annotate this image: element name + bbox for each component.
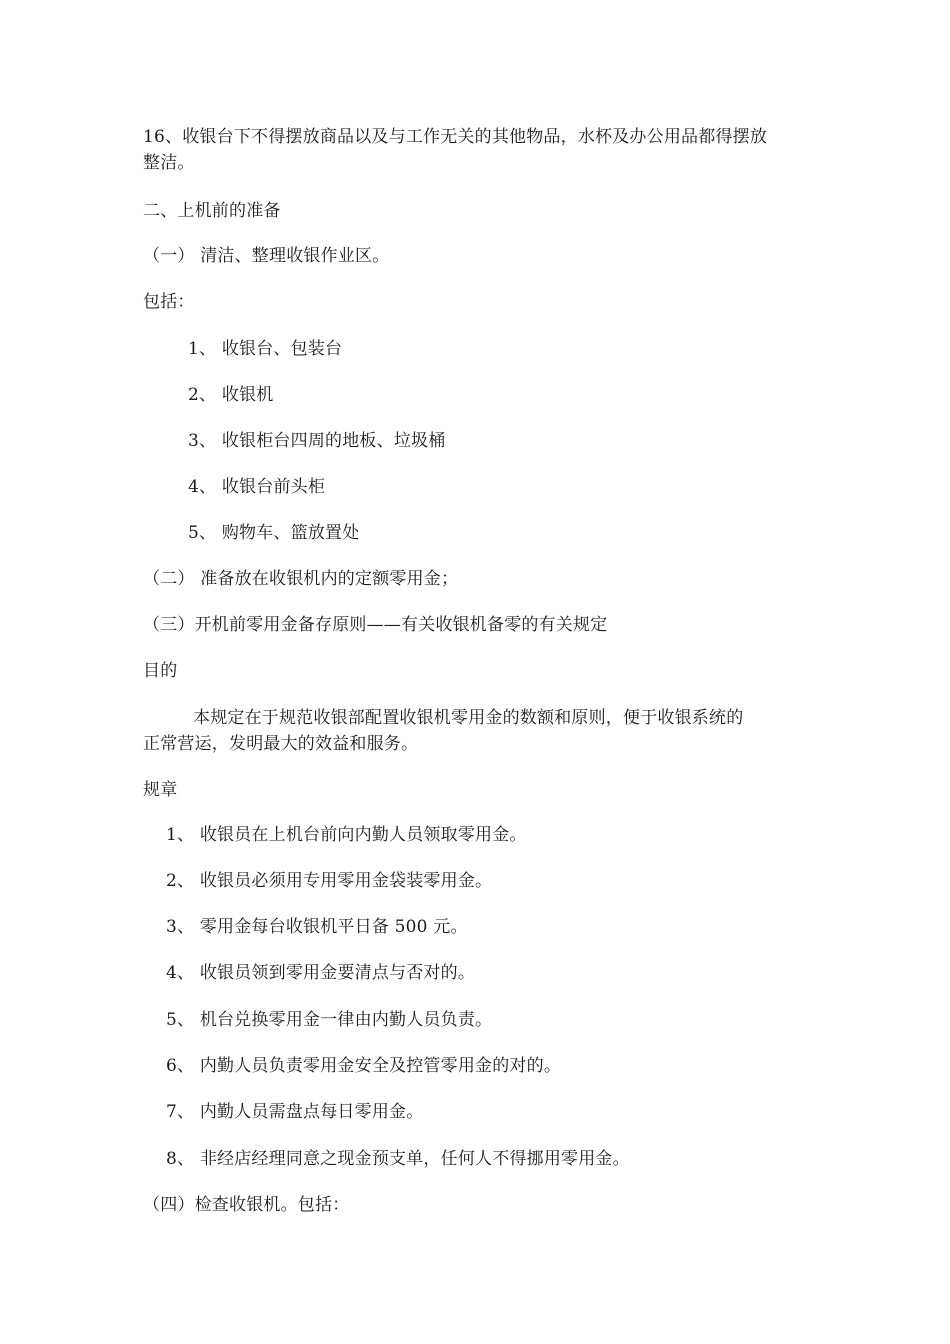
subsection-4: （四）检查收银机。包括： (143, 1195, 350, 1215)
includes-label: 包括： (143, 292, 195, 312)
rule-item-3: 3、 零用金每台收银机平日备 500 元。 (166, 917, 468, 937)
area-item-2: 2、 收银机 (188, 385, 274, 405)
rule-item-1: 1、 收银员在上机台前向内勤人员领取零用金。 (166, 825, 527, 845)
subsection-2: （二） 准备放在收银机内的定额零用金； (143, 569, 459, 589)
area-item-3: 3、 收银柜台四周的地板、垃圾桶 (188, 431, 446, 451)
rule-item-7: 7、 内勤人员需盘点每日零用金。 (166, 1102, 424, 1122)
item16-line1: 16、收银台下不得摆放商品以及与工作无关的其他物品，水杯及办公用品都得摆放 (143, 127, 768, 147)
subsection-3: （三）开机前零用金备存原则——有关收银机备零的有关规定 (143, 615, 608, 635)
rule-item-6: 6、 内勤人员负责零用金安全及控管零用金的对的。 (166, 1056, 562, 1076)
rules-label: 规章 (143, 780, 178, 800)
purpose-label: 目的 (143, 661, 178, 681)
item16-line2: 整洁。 (143, 153, 195, 173)
section-2-heading: 二、上机前的准备 (143, 201, 281, 221)
purpose-line2: 正常营运，发明最大的效益和服务。 (143, 734, 419, 754)
area-item-1: 1、 收银台、包装台 (188, 339, 343, 359)
rule-item-4: 4、 收银员领到零用金要清点与否对的。 (166, 963, 476, 983)
rule-item-8: 8、 非经店经理同意之现金预支单，任何人不得挪用零用金。 (166, 1149, 630, 1169)
area-item-5: 5、 购物车、篮放置处 (188, 523, 360, 543)
purpose-line1: 本规定在于规范收银部配置收银机零用金的数额和原则，便于收银系统的 (193, 708, 744, 728)
subsection-1: （一） 清洁、整理收银作业区。 (143, 246, 390, 266)
rule-item-2: 2、 收银员必须用专用零用金袋装零用金。 (166, 871, 493, 891)
area-item-4: 4、 收银台前头柜 (188, 477, 326, 497)
rule-item-5: 5、 机台兑换零用金一律由内勤人员负责。 (166, 1010, 493, 1030)
